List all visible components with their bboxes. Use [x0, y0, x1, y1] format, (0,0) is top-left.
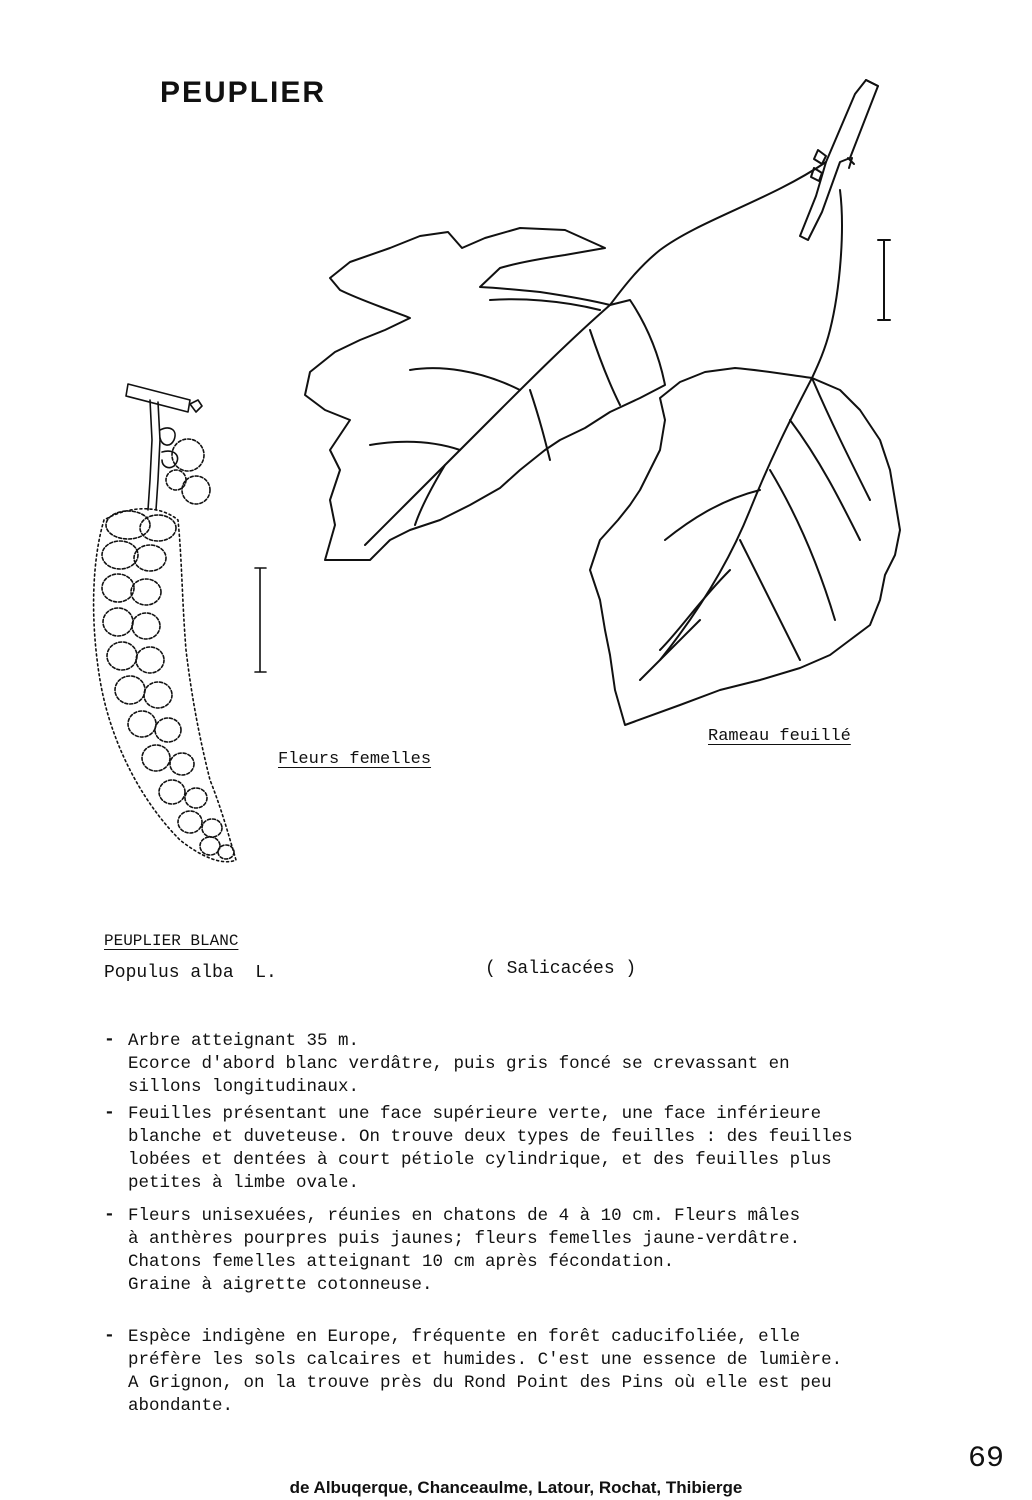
page-number: 69 — [967, 1442, 1004, 1476]
bullet-marker: - — [104, 1205, 115, 1225]
description-paragraph-1 — [128, 1030, 790, 1099]
description-line: abondante. — [128, 1396, 234, 1416]
description-line: Feuilles présentant une face supérieure verte, une face inférieure — [128, 1104, 822, 1124]
description-line: A Grignon, on la trouve près du Rond Point des Pins où elle est peu — [128, 1373, 832, 1393]
description-line: sillons longitudinaux. — [128, 1077, 360, 1097]
description-line: préfère les sols calcaires et humides. C'est une essence de lumière. — [128, 1350, 843, 1370]
species-common-name: PEUPLIER BLANC — [104, 932, 239, 950]
description-line: Chatons femelles atteignant 10 cm après fécondation. — [128, 1252, 675, 1272]
species-family: ( Salicacées ) — [485, 959, 637, 979]
page-footer-authors: de Albuqerque, Chanceaulme, Latour, Rochat, Thibierge — [289, 1478, 743, 1497]
species-latin-name: Populus alba L. — [104, 963, 277, 983]
description-line: Arbre atteignant 35 m. — [128, 1031, 360, 1051]
leafy-branch-caption: Rameau feuillé — [708, 727, 851, 746]
female-flowers-caption: Fleurs femelles — [278, 750, 432, 769]
description-line: Fleurs unisexuées, réunies en chatons de 4 à 10 cm. Fleurs mâles — [128, 1206, 801, 1226]
bullet-marker: - — [104, 1030, 115, 1050]
description-paragraph-2 — [128, 1103, 853, 1195]
description-paragraph-4 — [128, 1326, 842, 1418]
description-line: petites à limbe ovale. — [128, 1173, 360, 1193]
bullet-marker: - — [104, 1103, 115, 1123]
description-line: blanche et duveteuse. On trouve deux types de feuilles : des feuilles — [128, 1127, 853, 1147]
description-line: Ecorce d'abord blanc verdâtre, puis gris foncé se crevassant en — [128, 1054, 790, 1074]
bullet-marker: - — [104, 1326, 115, 1346]
page-title: PEUPLIER — [160, 76, 327, 109]
description-paragraph-3 — [128, 1205, 800, 1297]
description-line: lobées et dentées à court pétiole cylindrique, et des feuilles plus — [128, 1150, 832, 1170]
description-line: Graine à aigrette cotonneuse. — [128, 1275, 433, 1295]
description-line: Espèce indigène en Europe, fréquente en forêt caducifoliée, elle — [128, 1327, 801, 1347]
description-line: à anthères pourpres puis jaunes; fleurs femelles jaune-verdâtre. — [128, 1229, 801, 1249]
